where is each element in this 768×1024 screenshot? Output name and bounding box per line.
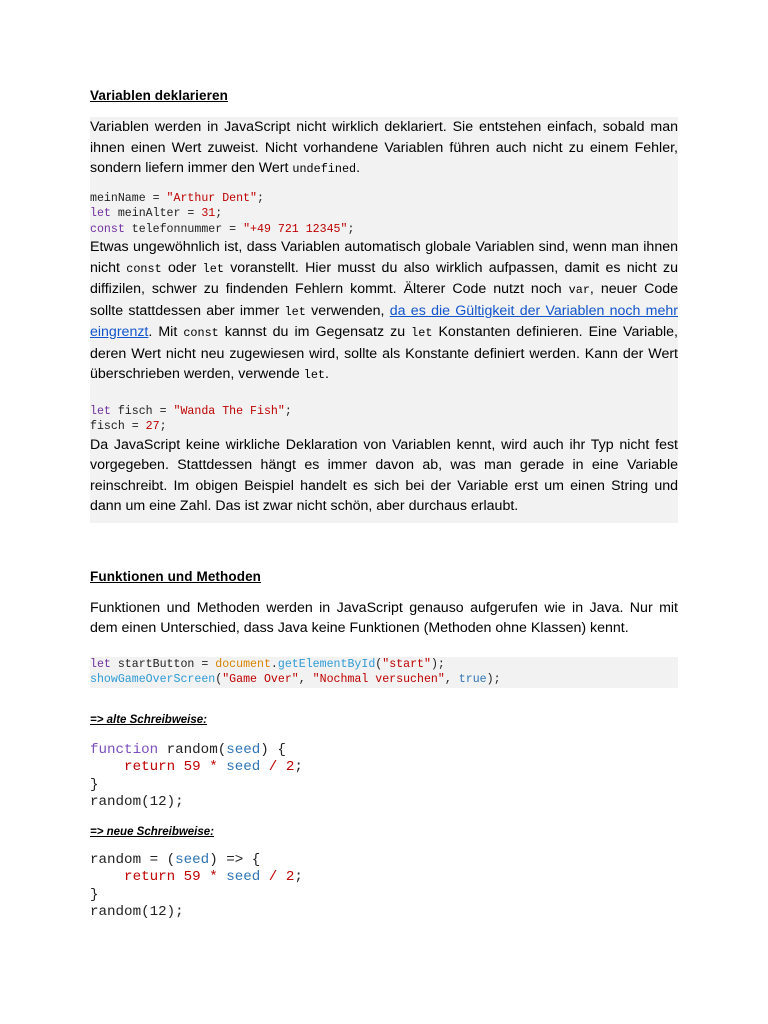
codenew-l2-expr1: 59 * <box>183 869 227 885</box>
document-content <box>90 88 678 922</box>
code-block-declarations <box>90 191 678 238</box>
code3-line2-paren2: ); <box>486 673 501 686</box>
spacer <box>90 838 678 852</box>
p2-text3: voranstellt. Hier musst du also wirklich aufpassen, damit es nicht zu diffizilen, schwer zu findenden Fehlern kommt. Älterer Code nutzt noch <box>90 259 678 297</box>
inline-code-let-3: let <box>411 326 433 340</box>
codeold-l1-param: seed <box>226 741 261 758</box>
code3-line2-string1: "Game Over" <box>222 673 299 686</box>
code-block-fisch <box>90 404 678 435</box>
code2-line2-end: ; <box>159 420 167 433</box>
code-block-funktionsaufrufe <box>90 657 678 688</box>
codenew-l1-param: seed <box>175 851 210 868</box>
inline-code-undefined: undefined <box>292 162 357 176</box>
codenew-l3-brace: } <box>90 886 99 903</box>
codeold-l2-var: seed <box>226 759 261 775</box>
inline-code-let-4: let <box>303 368 325 382</box>
p2-text6: . Mit <box>148 324 184 340</box>
spacer <box>90 523 678 557</box>
codenew-l2-semi: ; <box>294 869 303 885</box>
p2-text7: kannst du im Gegensatz zu <box>218 324 412 340</box>
paragraph-funktionen: Funktionen und Methoden werden in JavaScript genauso aufgerufen wie in Java. Nur mit dem einen Unterschied, dass Java keine Funktionen (Methoden ohne Klassen) kennt. <box>90 599 678 636</box>
codeold-l1-name: random( <box>166 741 227 758</box>
codeold-l3-brace: } <box>90 776 99 793</box>
code-line2-name: meinAlter = <box>110 207 202 220</box>
code-block-neue-schreibweise <box>90 852 678 922</box>
code3-line2-boolean: true <box>458 673 487 686</box>
p2-text8: Konstanten definieren. Eine Variable, deren Wert nicht neu zugewiesen wird, sollte als Konstante definiert werden. Kann der Wert überschrieben werden, verwende <box>90 324 678 382</box>
code3-line1-paren2: ); <box>430 657 445 671</box>
p2-text5: verwenden, <box>305 302 390 319</box>
code3-line2-paren1: ( <box>215 673 223 686</box>
spacer <box>90 557 678 569</box>
code3-line1-paren1: ( <box>375 657 383 671</box>
codenew-l4-arg: 12 <box>149 904 167 920</box>
codenew-l4-end: ); <box>166 904 184 920</box>
code3-line1-object: document <box>215 657 271 671</box>
code-line2-keyword: let <box>90 207 111 220</box>
label-alte-schreibweise: => alte Schreibweise: <box>90 713 207 726</box>
code3-line1-name: startButton = <box>110 657 216 671</box>
codeold-l4-call: random( <box>90 794 150 810</box>
inline-code-const-2: const <box>183 326 219 340</box>
inline-code-const-1: const <box>126 261 162 276</box>
spacer <box>90 688 678 714</box>
shaded-block-one <box>90 117 678 523</box>
code-block-alte-schreibweise <box>90 742 678 812</box>
code3-line2-comma2: , <box>444 673 459 686</box>
label-neue-schreibweise: => neue Schreibweise: <box>90 825 215 838</box>
inline-code-let-2: let <box>284 304 306 319</box>
codenew-l1-name: random = ( <box>90 851 176 868</box>
p2-text2: oder <box>161 259 203 276</box>
code3-line1-function: getElementById <box>277 657 376 671</box>
code2-line2-name: fisch = <box>90 420 146 433</box>
code3-line2-function: showGameOverScreen <box>90 673 216 686</box>
code2-line2-number: 27 <box>145 420 160 433</box>
code2-line1-name: fisch = <box>110 404 174 418</box>
p2-text1: Etwas ungewöhnlich ist, dass Variablen automatisch globale Variablen sind, wenn man ihnen nicht <box>90 239 678 276</box>
inline-code-var: var <box>568 283 590 297</box>
spacer <box>90 726 678 742</box>
code-line1-name: meinName = <box>90 191 167 205</box>
spacer <box>90 386 678 404</box>
paragraph-intro-text2: . <box>356 160 361 176</box>
codeold-l1-fnkw: function <box>90 741 167 758</box>
code-line2-end: ; <box>215 207 223 220</box>
codenew-l2-op: / <box>260 869 286 885</box>
code2-line1-string: "Wanda The Fish" <box>173 404 285 418</box>
inline-code-let-1: let <box>202 261 224 276</box>
code-line3-name: telefonnummer = <box>124 222 244 236</box>
paragraph-intro <box>90 117 678 180</box>
code2-line1-end: ; <box>284 404 292 418</box>
codeold-l2-semi: ; <box>294 759 303 775</box>
spacer <box>90 812 678 826</box>
codenew-l2-return: return <box>90 869 184 885</box>
codenew-l2-num: 2 <box>285 869 295 885</box>
spacer <box>90 639 678 657</box>
section-heading-funktionen: Funktionen und Methoden <box>90 568 262 584</box>
p2-text9: . <box>324 366 329 382</box>
code2-line1-keyword: let <box>90 404 111 418</box>
codenew-l2-var: seed <box>226 869 261 885</box>
code3-line2-comma1: , <box>298 673 313 686</box>
code-line1-string: "Arthur Dent" <box>166 191 257 205</box>
codeold-l2-expr1: 59 * <box>183 759 227 775</box>
codeold-l4-arg: 12 <box>149 794 167 810</box>
code-line3-keyword: const <box>90 222 125 236</box>
code-line3-end: ; <box>347 222 355 236</box>
paragraph-globale-variablen <box>90 237 678 386</box>
p2-text4: , neuer Code sollte stattdessen aber immer <box>90 281 678 319</box>
code3-line1-keyword: let <box>90 657 111 671</box>
paragraph-typ: Da JavaScript keine wirkliche Deklaration von Variablen kennt, wird auch ihr Typ nicht fest vorgegeben. Stattdessen hängt es immer davon ab, was man gerade in eine Variable reinschreibt. Im obigen Beispiel handelt es sich bei der Variable erst um einen String und dann um eine Zahl. Das ist zwar nicht schön, aber durchaus erlaubt. <box>90 436 678 514</box>
code-line3-string: "+49 721 12345" <box>243 222 348 236</box>
section-heading-variablen: Variablen deklarieren <box>90 88 228 103</box>
code3-line1-dot: . <box>270 657 278 671</box>
codeold-l2-op: / <box>260 759 286 775</box>
codeold-l4-end: ); <box>166 794 184 810</box>
code-line1-end: ; <box>256 191 264 205</box>
codeold-l2-num: 2 <box>285 759 295 775</box>
codenew-l4-call: random( <box>90 904 150 920</box>
codenew-l1-arrow: ) => { <box>209 851 261 868</box>
code3-line2-string2: "Nochmal versuchen" <box>312 673 445 686</box>
codeold-l2-return: return <box>90 759 184 775</box>
code-line2-number: 31 <box>201 207 216 220</box>
paragraph-intro-text1: Variablen werden in JavaScript nicht wirklich deklariert. Sie entstehen einfach, sobald man ihnen einen Wert zuweist. Nicht vorhandene Variablen führen auch nicht zu einem Fehler, sondern liefern immer den Wert <box>90 119 678 176</box>
spacer <box>90 180 678 191</box>
link-gueltigkeit-variablen[interactable]: da es die Gültigkeit der Variablen noch mehr eingrenzt <box>90 302 679 340</box>
code3-line1-string: "start" <box>382 657 431 671</box>
codeold-l1-close: ) { <box>260 741 286 758</box>
